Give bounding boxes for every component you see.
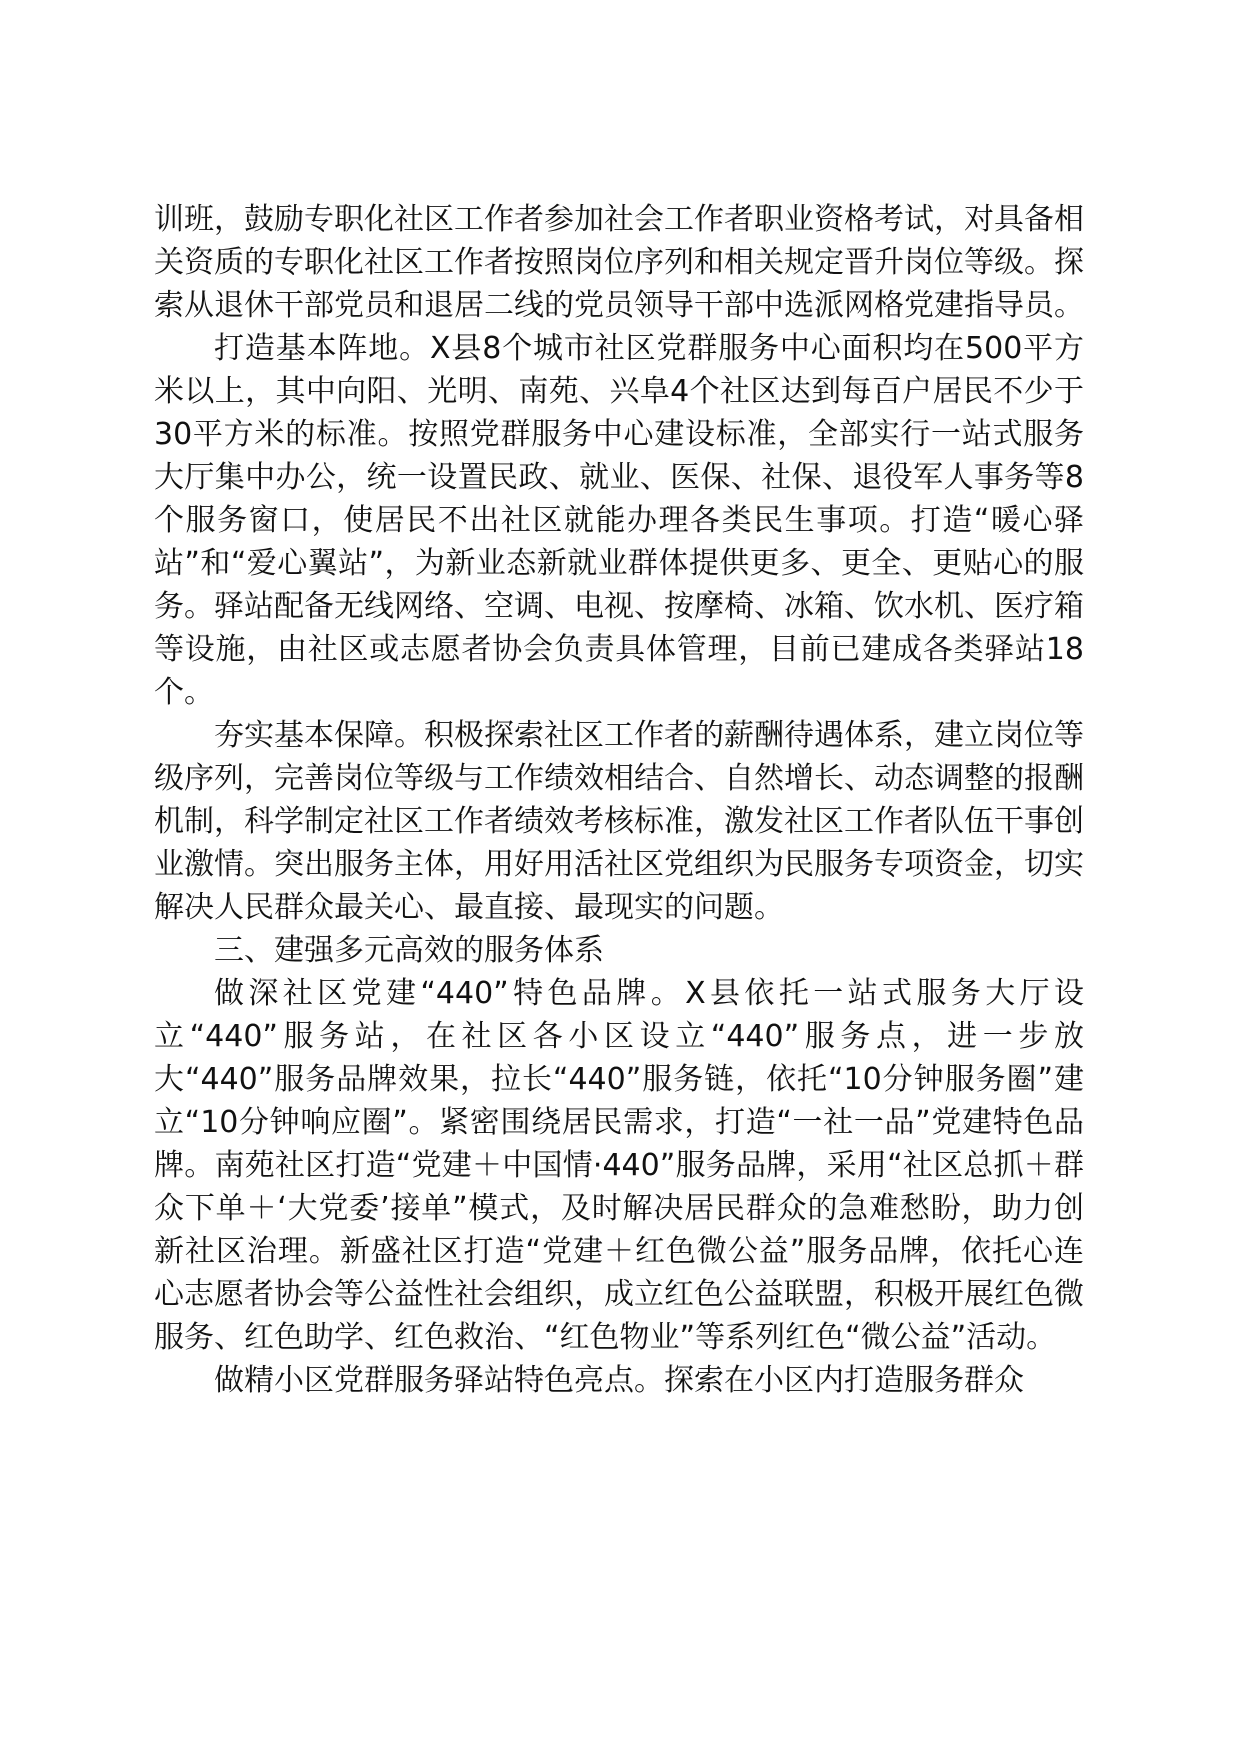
body-paragraph-basic-guarantee: 夯实基本保障。积极探索社区工作者的薪酬待遇体系，建立岗位等级序列，完善岗位等级与工作绩效相结合、自然增长、动态调整的报酬机制，科学制定社区工作者绩效考核标准，激发社区工作者队伍干事创业激情。突出服务主体，用好用活社区党组织为民服务专项资金，切实解决人民群众最关心、最直接、最现实的问题。 bbox=[154, 718, 1084, 925]
body-paragraph-service-station: 做精小区党群服务驿站特色亮点。探索在小区内打造服务群众 bbox=[214, 1363, 1024, 1398]
body-paragraph-440-brand: 做深社区党建“440”特色品牌。X县依托一站式服务大厅设立“440”服务站，在社区各小区设立“440”服务点，进一步放大“440”服务品牌效果，拉长“440”服务链，依托“10分钟服务圈”建立“10分钟响应圈”。紧密围绕居民需求，打造“一社一品”党建特色品牌。南苑社区打造“党建＋中国情·440”服务品牌，采用“社区总抓＋群众下单＋‘大党委’接单”模式，及时解决居民群众的急难愁盼，助力创新社区治理。新盛社区打造“党建＋红色微公益”服务品牌，依托心连心志愿者协会等公益性社会组织，成立红色公益联盟，积极开展红色微服务、红色助学、红色救治、“红色物业”等系列红色“微公益”活动。 bbox=[154, 976, 1084, 1355]
body-paragraph-continued: 训班，鼓励专职化社区工作者参加社会工作者职业资格考试，对具备相关资质的专职化社区工作者按照岗位序列和相关规定晋升岗位等级。探索从退休干部党员和退居二线的党员领导干部中选派网格党建指导员。 bbox=[154, 202, 1084, 323]
body-paragraph-basic-position: 打造基本阵地。X县8个城市社区党群服务中心面积均在500平方米以上，其中向阳、光明、南苑、兴阜4个社区达到每百户居民不少于30平方米的标准。按照党群服务中心建设标准，全部实行一站式服务大厅集中办公，统一设置民政、就业、医保、社保、退役军人事务等8个服务窗口，使居民不出社区就能办理各类民生事项。打造“暖心驿站”和“爱心翼站”，为新业态新就业群体提供更多、更全、更贴心的服务。驿站配备无线网络、空调、电视、按摩椅、冰箱、饮水机、医疗箱等设施，由社区或志愿者协会负责具体管理，目前已建成各类驿站18个。 bbox=[154, 331, 1084, 710]
section-heading: 三、建强多元高效的服务体系 bbox=[214, 933, 604, 968]
document-body bbox=[154, 198, 1084, 1402]
